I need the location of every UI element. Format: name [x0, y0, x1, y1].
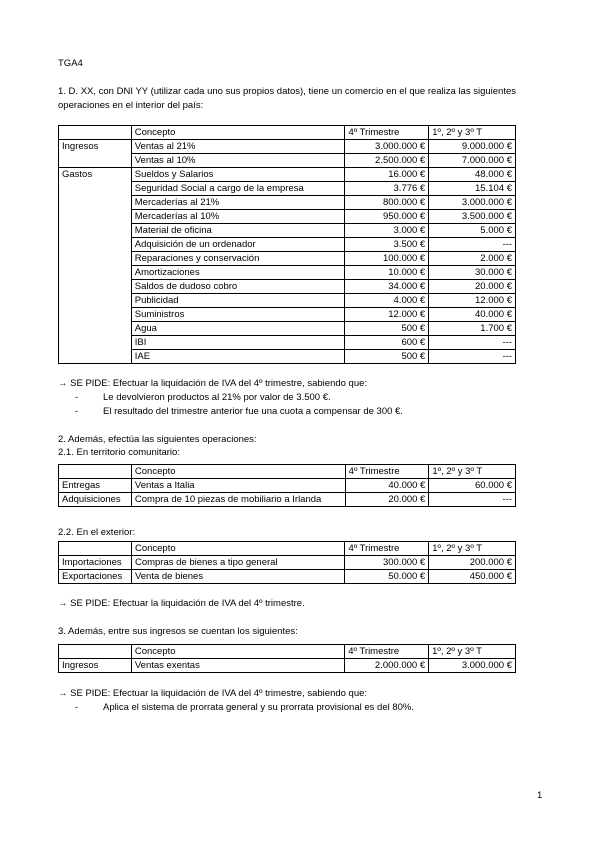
bullet-1-1: [75, 392, 331, 403]
concept-cell: Amortizaciones: [131, 266, 345, 280]
header-cell: Concepto: [131, 645, 344, 659]
amount-cell: 16.000 €: [345, 168, 429, 182]
bullet-text: Aplica el sistema de prorrata general y su prorrata provisional es del 80%.: [103, 702, 415, 713]
operations-table: [58, 125, 516, 364]
amount-cell: ---: [429, 238, 516, 252]
row-category-cell: [59, 224, 132, 238]
amount-cell: 3.500.000 €: [429, 210, 516, 224]
header-cell: [59, 465, 132, 479]
amount-cell: 5.000 €: [429, 224, 516, 238]
amount-cell: 60.000 €: [429, 479, 516, 493]
section-3-heading: 3. Además, entre sus ingresos se cuentan los siguientes:: [58, 626, 298, 637]
concept-cell: IAE: [131, 350, 345, 364]
amount-cell: 100.000 €: [345, 252, 429, 266]
page-number: 1: [537, 790, 543, 801]
amount-cell: 50.000 €: [345, 570, 429, 584]
header-cell: 4º Trimestre: [345, 126, 429, 140]
table-row: [59, 336, 516, 350]
amount-cell: ---: [429, 350, 516, 364]
concept-cell: Publicidad: [131, 294, 345, 308]
table-row: [59, 252, 516, 266]
amount-cell: 500 €: [345, 350, 429, 364]
table-row: [59, 182, 516, 196]
bullet-marker: -: [75, 392, 79, 403]
table-row: [59, 479, 516, 493]
table-row: [59, 294, 516, 308]
concept-cell: Compra de 10 piezas de mobiliario a Irlanda: [131, 493, 345, 507]
section-2-1-heading: 2.1. En territorio comunitario:: [58, 447, 180, 458]
header-cell: [59, 126, 132, 140]
bullet-marker: -: [75, 406, 79, 417]
header-cell: 4º Trimestre: [345, 645, 429, 659]
bullet-1-2: [75, 406, 403, 417]
row-category-cell: [59, 322, 132, 336]
amount-cell: 4.000 €: [345, 294, 429, 308]
row-category-cell: Ingresos: [59, 659, 132, 673]
amount-cell: 600 €: [345, 336, 429, 350]
concept-cell: IBI: [131, 336, 345, 350]
header-cell: 1º, 2º y 3º T: [429, 126, 516, 140]
amount-cell: 500 €: [345, 322, 429, 336]
concept-cell: Ventas al 10%: [131, 154, 345, 168]
row-category-cell: [59, 266, 132, 280]
row-category-cell: Importaciones: [59, 556, 132, 570]
concept-cell: Saldos de dudoso cobro: [131, 280, 345, 294]
amount-cell: 10.000 €: [345, 266, 429, 280]
concept-cell: Venta de bienes: [131, 570, 344, 584]
se-pide-3: → SE PIDE: Efectuar la liquidación de IVA del 4º trimestre, sabiendo que:: [58, 688, 368, 699]
row-category-cell: [59, 308, 132, 322]
amount-cell: 200.000 €: [429, 556, 516, 570]
row-category-cell: [59, 196, 132, 210]
row-category-cell: Gastos: [59, 168, 132, 182]
concept-cell: Ventas exentas: [131, 659, 344, 673]
amount-cell: 950.000 €: [345, 210, 429, 224]
amount-cell: 450.000 €: [429, 570, 516, 584]
amount-cell: ---: [429, 336, 516, 350]
header-cell: Concepto: [131, 542, 344, 556]
table-row: [59, 196, 516, 210]
amount-cell: 40.000 €: [429, 308, 516, 322]
concept-cell: Seguridad Social a cargo de la empresa: [131, 182, 345, 196]
table-row: [59, 308, 516, 322]
exterior-table: [58, 541, 516, 584]
table-row: [59, 224, 516, 238]
amount-cell: 2.000 €: [429, 252, 516, 266]
concept-cell: Adquisición de un ordenador: [131, 238, 345, 252]
header-cell: [59, 645, 132, 659]
concept-cell: Reparaciones y conservación: [131, 252, 345, 266]
concept-cell: Agua: [131, 322, 345, 336]
amount-cell: 7.000.000 €: [429, 154, 516, 168]
row-category-cell: Entregas: [59, 479, 132, 493]
concept-cell: Material de oficina: [131, 224, 345, 238]
amount-cell: 3.000.000 €: [429, 196, 516, 210]
row-category-cell: [59, 350, 132, 364]
concept-cell: Sueldos y Salarios: [131, 168, 345, 182]
table-header-row: [59, 645, 516, 659]
amount-cell: 3.000 €: [345, 224, 429, 238]
amount-cell: 15.104 €: [429, 182, 516, 196]
table-header-row: [59, 126, 516, 140]
table-row: [59, 140, 516, 154]
row-category-cell: Ingresos: [59, 140, 132, 154]
amount-cell: 20.000 €: [345, 493, 429, 507]
table-row: [59, 570, 516, 584]
amount-cell: 30.000 €: [429, 266, 516, 280]
amount-cell: 2.000.000 €: [345, 659, 429, 673]
doc-title: TGA4: [58, 58, 83, 69]
bullet-marker: -: [75, 702, 79, 713]
row-category-cell: Adquisiciones: [59, 493, 132, 507]
concept-cell: Mercaderías al 21%: [131, 196, 345, 210]
section-2-heading: 2. Además, efectúa las siguientes operaciones:: [58, 434, 257, 445]
amount-cell: 300.000 €: [345, 556, 429, 570]
concept-cell: Suministros: [131, 308, 345, 322]
amount-cell: 800.000 €: [345, 196, 429, 210]
amount-cell: 1.700 €: [429, 322, 516, 336]
amount-cell: 9.000.000 €: [429, 140, 516, 154]
amount-cell: ---: [429, 493, 516, 507]
row-category-cell: [59, 336, 132, 350]
row-category-cell: [59, 294, 132, 308]
row-category-cell: [59, 280, 132, 294]
table-row: [59, 154, 516, 168]
concept-cell: Ventas a Italia: [131, 479, 345, 493]
table-row: [59, 210, 516, 224]
concept-cell: Ventas al 21%: [131, 140, 345, 154]
table-header-row: [59, 542, 516, 556]
table-row: [59, 238, 516, 252]
amount-cell: 3.500 €: [345, 238, 429, 252]
header-cell: 4º Trimestre: [345, 542, 429, 556]
table-row: [59, 280, 516, 294]
concept-cell: Mercaderías al 10%: [131, 210, 345, 224]
header-cell: [59, 542, 132, 556]
row-category-cell: [59, 182, 132, 196]
intro-line-2: operaciones en el interior del país:: [58, 100, 204, 111]
row-category-cell: [59, 210, 132, 224]
table-row: [59, 556, 516, 570]
amount-cell: 3.000.000 €: [429, 659, 516, 673]
header-cell: 1º, 2º y 3º T: [429, 542, 516, 556]
header-cell: 1º, 2º y 3º T: [429, 645, 516, 659]
amount-cell: 48.000 €: [429, 168, 516, 182]
concept-cell: Compras de bienes a tipo general: [131, 556, 344, 570]
section-2-2-heading: 2.2. En el exterior:: [58, 527, 136, 538]
bullet-3-1: [75, 702, 414, 713]
table-row: [59, 659, 516, 673]
bullet-text: Le devolvieron productos al 21% por valor de 3.500 €.: [103, 392, 331, 403]
amount-cell: 20.000 €: [429, 280, 516, 294]
table-row: [59, 266, 516, 280]
header-cell: 4º Trimestre: [345, 465, 429, 479]
table-row: [59, 493, 516, 507]
table-row: [59, 350, 516, 364]
table-row: [59, 322, 516, 336]
table-row: [59, 168, 516, 182]
amount-cell: 12.000 €: [429, 294, 516, 308]
amount-cell: 12.000 €: [345, 308, 429, 322]
exempt-income-table: [58, 644, 516, 673]
amount-cell: 34.000 €: [345, 280, 429, 294]
table-header-row: [59, 465, 516, 479]
header-cell: 1º, 2º y 3º T: [429, 465, 516, 479]
row-category-cell: Exportaciones: [59, 570, 132, 584]
intra-community-table: [58, 464, 516, 507]
row-category-cell: [59, 238, 132, 252]
header-cell: Concepto: [131, 465, 345, 479]
row-category-cell: [59, 252, 132, 266]
amount-cell: 3.000.000 €: [345, 140, 429, 154]
amount-cell: 3.776 €: [345, 182, 429, 196]
row-category-cell: [59, 154, 132, 168]
bullet-text: El resultado del trimestre anterior fue una cuota a compensar de 300 €.: [103, 406, 403, 417]
header-cell: Concepto: [131, 126, 345, 140]
amount-cell: 2.500.000 €: [345, 154, 429, 168]
intro-line-1: 1. D. XX, con DNI YY (utilizar cada uno sus propios datos), tiene un comercio en el que realiza las siguientes: [58, 86, 517, 97]
se-pide-2: → SE PIDE: Efectuar la liquidación de IVA del 4º trimestre.: [58, 598, 305, 609]
amount-cell: 40.000 €: [345, 479, 429, 493]
se-pide-1: → SE PIDE: Efectuar la liquidación de IVA del 4º trimestre, sabiendo que:: [58, 378, 368, 389]
